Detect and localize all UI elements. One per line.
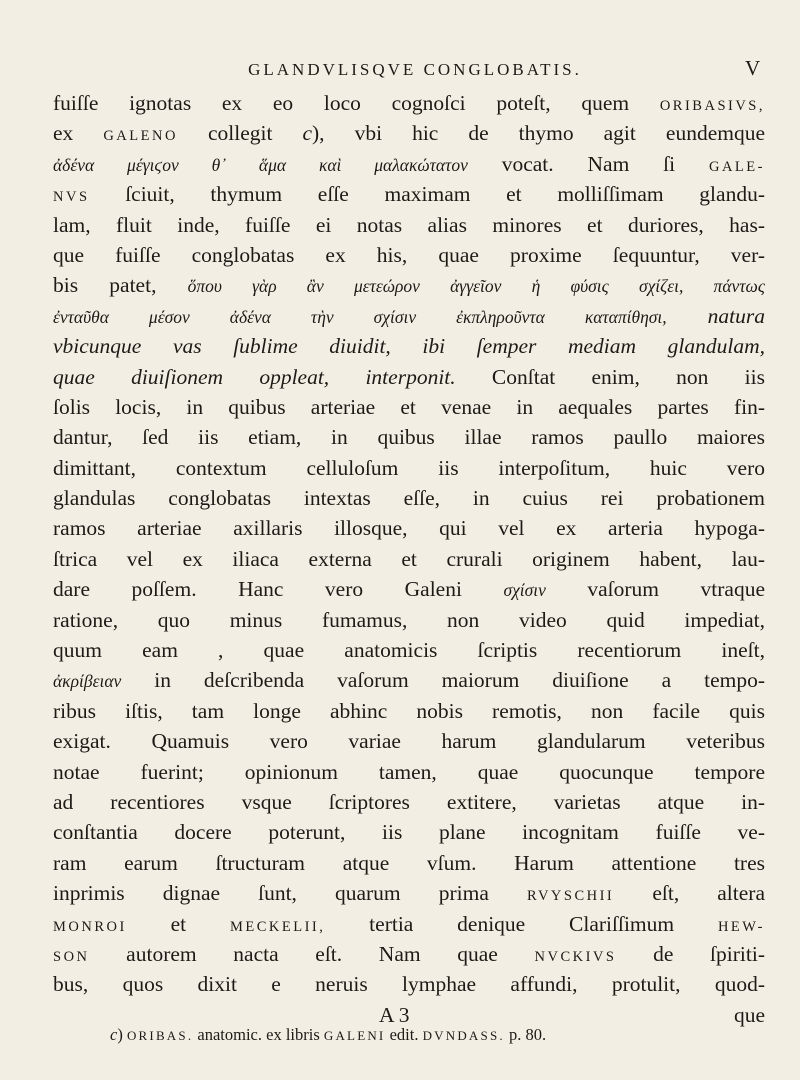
text-line bbox=[53, 118, 765, 148]
text-line bbox=[53, 210, 765, 240]
text-lines bbox=[53, 88, 765, 1000]
text-run: ex bbox=[53, 121, 104, 146]
text-line bbox=[53, 179, 765, 209]
text-run: dantur, ſed iis etiam, in quibus illae ramos paullo maiores bbox=[53, 425, 765, 450]
signature-mark: A 3 bbox=[379, 1002, 410, 1027]
text-run: vocat. Nam ſi bbox=[467, 151, 709, 176]
page-number: V bbox=[745, 56, 761, 80]
text-line bbox=[53, 88, 765, 118]
text-run: c bbox=[110, 1025, 118, 1044]
text-run: natura bbox=[666, 303, 766, 328]
text-run: NVS bbox=[53, 189, 90, 206]
text-line bbox=[53, 665, 765, 695]
text-line bbox=[53, 331, 765, 361]
text-line bbox=[53, 939, 765, 969]
text-run: in deſcribenda vaſorum maiorum diuiſione a tempo- bbox=[121, 668, 765, 693]
text-run: autorem nacta eſt. Nam quae bbox=[89, 941, 535, 966]
text-run: dare poſſem. Hanc vero Galeni bbox=[53, 577, 504, 602]
text-run: ribus iſtis, tam longe abhinc nobis remotis, non facile quis bbox=[53, 698, 765, 723]
text-run: ratione, quo minus fumamus, non video quid impediat, bbox=[53, 607, 765, 632]
text-run: SON bbox=[53, 948, 90, 965]
text-run: glandulas conglobatas intextas eſſe, in cuius rei probationem bbox=[53, 486, 765, 511]
text-line bbox=[53, 909, 765, 939]
text-run: ramos arteriae axillaris illosque, qui vel ex arteria hypoga- bbox=[53, 516, 765, 541]
text-run: RVYSCHII bbox=[526, 888, 615, 905]
text-run: exigat. Quamuis vero variae harum glandularum veteribus bbox=[53, 729, 765, 754]
text-line bbox=[53, 635, 765, 665]
text-run: edit. bbox=[385, 1025, 423, 1044]
text-run: MONROI bbox=[53, 918, 127, 935]
text-run: GALENI bbox=[323, 1028, 386, 1043]
text-run: bis patet, bbox=[53, 273, 188, 298]
text-run: MECKELII, bbox=[229, 918, 326, 935]
text-line bbox=[53, 969, 765, 999]
text-line bbox=[53, 149, 765, 179]
text-run: p. 80. bbox=[504, 1025, 547, 1044]
text-run: DVNDASS. bbox=[422, 1028, 505, 1043]
text-run: quae diuiſionem oppleat, interponit. bbox=[53, 364, 456, 389]
text-run: collegit bbox=[177, 121, 303, 146]
text-line bbox=[53, 422, 765, 452]
text-run: ) bbox=[117, 1025, 127, 1044]
text-run: conſtantia docere poterunt, iis plane incognitam fuiſſe ve- bbox=[53, 820, 765, 845]
text-run: ſciuit, thymum eſſe maximam et molliſſimam glandu- bbox=[89, 182, 765, 207]
text-run: que fuiſſe conglobatas ex his, quae proxime ſequuntur, ver- bbox=[53, 242, 765, 267]
text-line bbox=[53, 787, 765, 817]
text-run: ORIBASIVS, bbox=[659, 98, 765, 114]
text-line bbox=[53, 362, 765, 392]
text-line bbox=[53, 240, 765, 270]
text-run: quum eam , quae anatomicis ſcriptis recentiorum ineſt, bbox=[53, 638, 765, 663]
text-run: bus, quos dixit e neruis lymphae affundi, protulit, quod- bbox=[53, 972, 765, 997]
text-run: anatomic. ex libris bbox=[193, 1025, 324, 1044]
text-line bbox=[53, 270, 765, 300]
text-run: ſolis locis, in quibus arteriae et venae in aequales partes fin- bbox=[53, 394, 765, 419]
text-run: inprimis dignae ſunt, quarum prima bbox=[53, 881, 527, 906]
footnote bbox=[110, 1025, 750, 1045]
text-run: notae fuerint; opinionum tamen, quae quocunque tempore bbox=[53, 759, 765, 784]
text-run: ad recentiores vsque ſcriptores extitere, varietas atque in- bbox=[53, 789, 765, 814]
text-run: ὅπου γὰρ ἂν μετεώρον ἀγγεῖον ἡ φύσις σχίζει, πάντως bbox=[187, 276, 765, 297]
text-line bbox=[53, 392, 765, 422]
text-line bbox=[53, 513, 765, 543]
text-run: GALENO bbox=[103, 128, 178, 145]
text-line bbox=[53, 878, 765, 908]
text-run: tertia denique Clariſſimum bbox=[325, 911, 718, 936]
text-run: NVCKIVS bbox=[534, 948, 617, 965]
text-line bbox=[53, 726, 765, 756]
text-run: ), vbi hic de thymo agit eundemque bbox=[312, 121, 766, 146]
text-line bbox=[53, 817, 765, 847]
text-line bbox=[53, 544, 765, 574]
text-line bbox=[53, 605, 765, 635]
catchword: que bbox=[733, 1002, 765, 1027]
text-run: vaſorum vtraque bbox=[545, 577, 765, 602]
text-run: ἐνταῦθα μέσον ἀδένα τὴν σχίσιν ἐκπληροῦντα καταπίθησι, bbox=[53, 306, 667, 327]
text-run: dimittant, contextum celluloſum iis interpoſitum, huic vero bbox=[53, 455, 765, 480]
text-run: σχίσιν bbox=[503, 580, 546, 601]
text-run: ORIBAS. bbox=[126, 1028, 194, 1043]
text-run: ſtrica vel ex iliaca externa et crurali originem habent, lau- bbox=[53, 546, 765, 571]
text-run: fuiſſe ignotas ex eo loco cognoſci poteſt, quem bbox=[53, 91, 660, 115]
body-text bbox=[53, 88, 765, 1030]
text-line bbox=[53, 483, 765, 513]
text-run: lam, fluit inde, fuiſſe ei notas alias minores et duriores, has- bbox=[53, 212, 765, 237]
running-head: GLANDVLISQVE CONGLOBATIS. bbox=[248, 60, 582, 79]
text-line bbox=[53, 848, 765, 878]
text-line bbox=[53, 453, 765, 483]
text-run: HEW- bbox=[717, 918, 765, 935]
text-run: vbicunque vas ſublime diuidit, ibi ſemper mediam glandulam, bbox=[53, 334, 765, 359]
text-line bbox=[53, 696, 765, 726]
text-line bbox=[53, 757, 765, 787]
text-run: ἀδένα μέγιϛον θ᾽ ἅμα καὶ μαλακώτατον bbox=[53, 154, 468, 175]
text-run: et bbox=[126, 911, 230, 936]
text-line bbox=[53, 301, 765, 331]
text-run: de ſpiriti- bbox=[616, 941, 765, 966]
text-run: GALE- bbox=[708, 158, 765, 175]
text-run: ἀκρίβειαν bbox=[53, 671, 122, 692]
text-run: eſt, altera bbox=[614, 881, 765, 906]
text-line bbox=[53, 574, 765, 604]
text-run: c bbox=[302, 121, 313, 146]
text-run: ram earum ſtructuram atque vſum. Harum attentione tres bbox=[53, 850, 765, 875]
text-run: Conſtat enim, non iis bbox=[455, 364, 765, 389]
